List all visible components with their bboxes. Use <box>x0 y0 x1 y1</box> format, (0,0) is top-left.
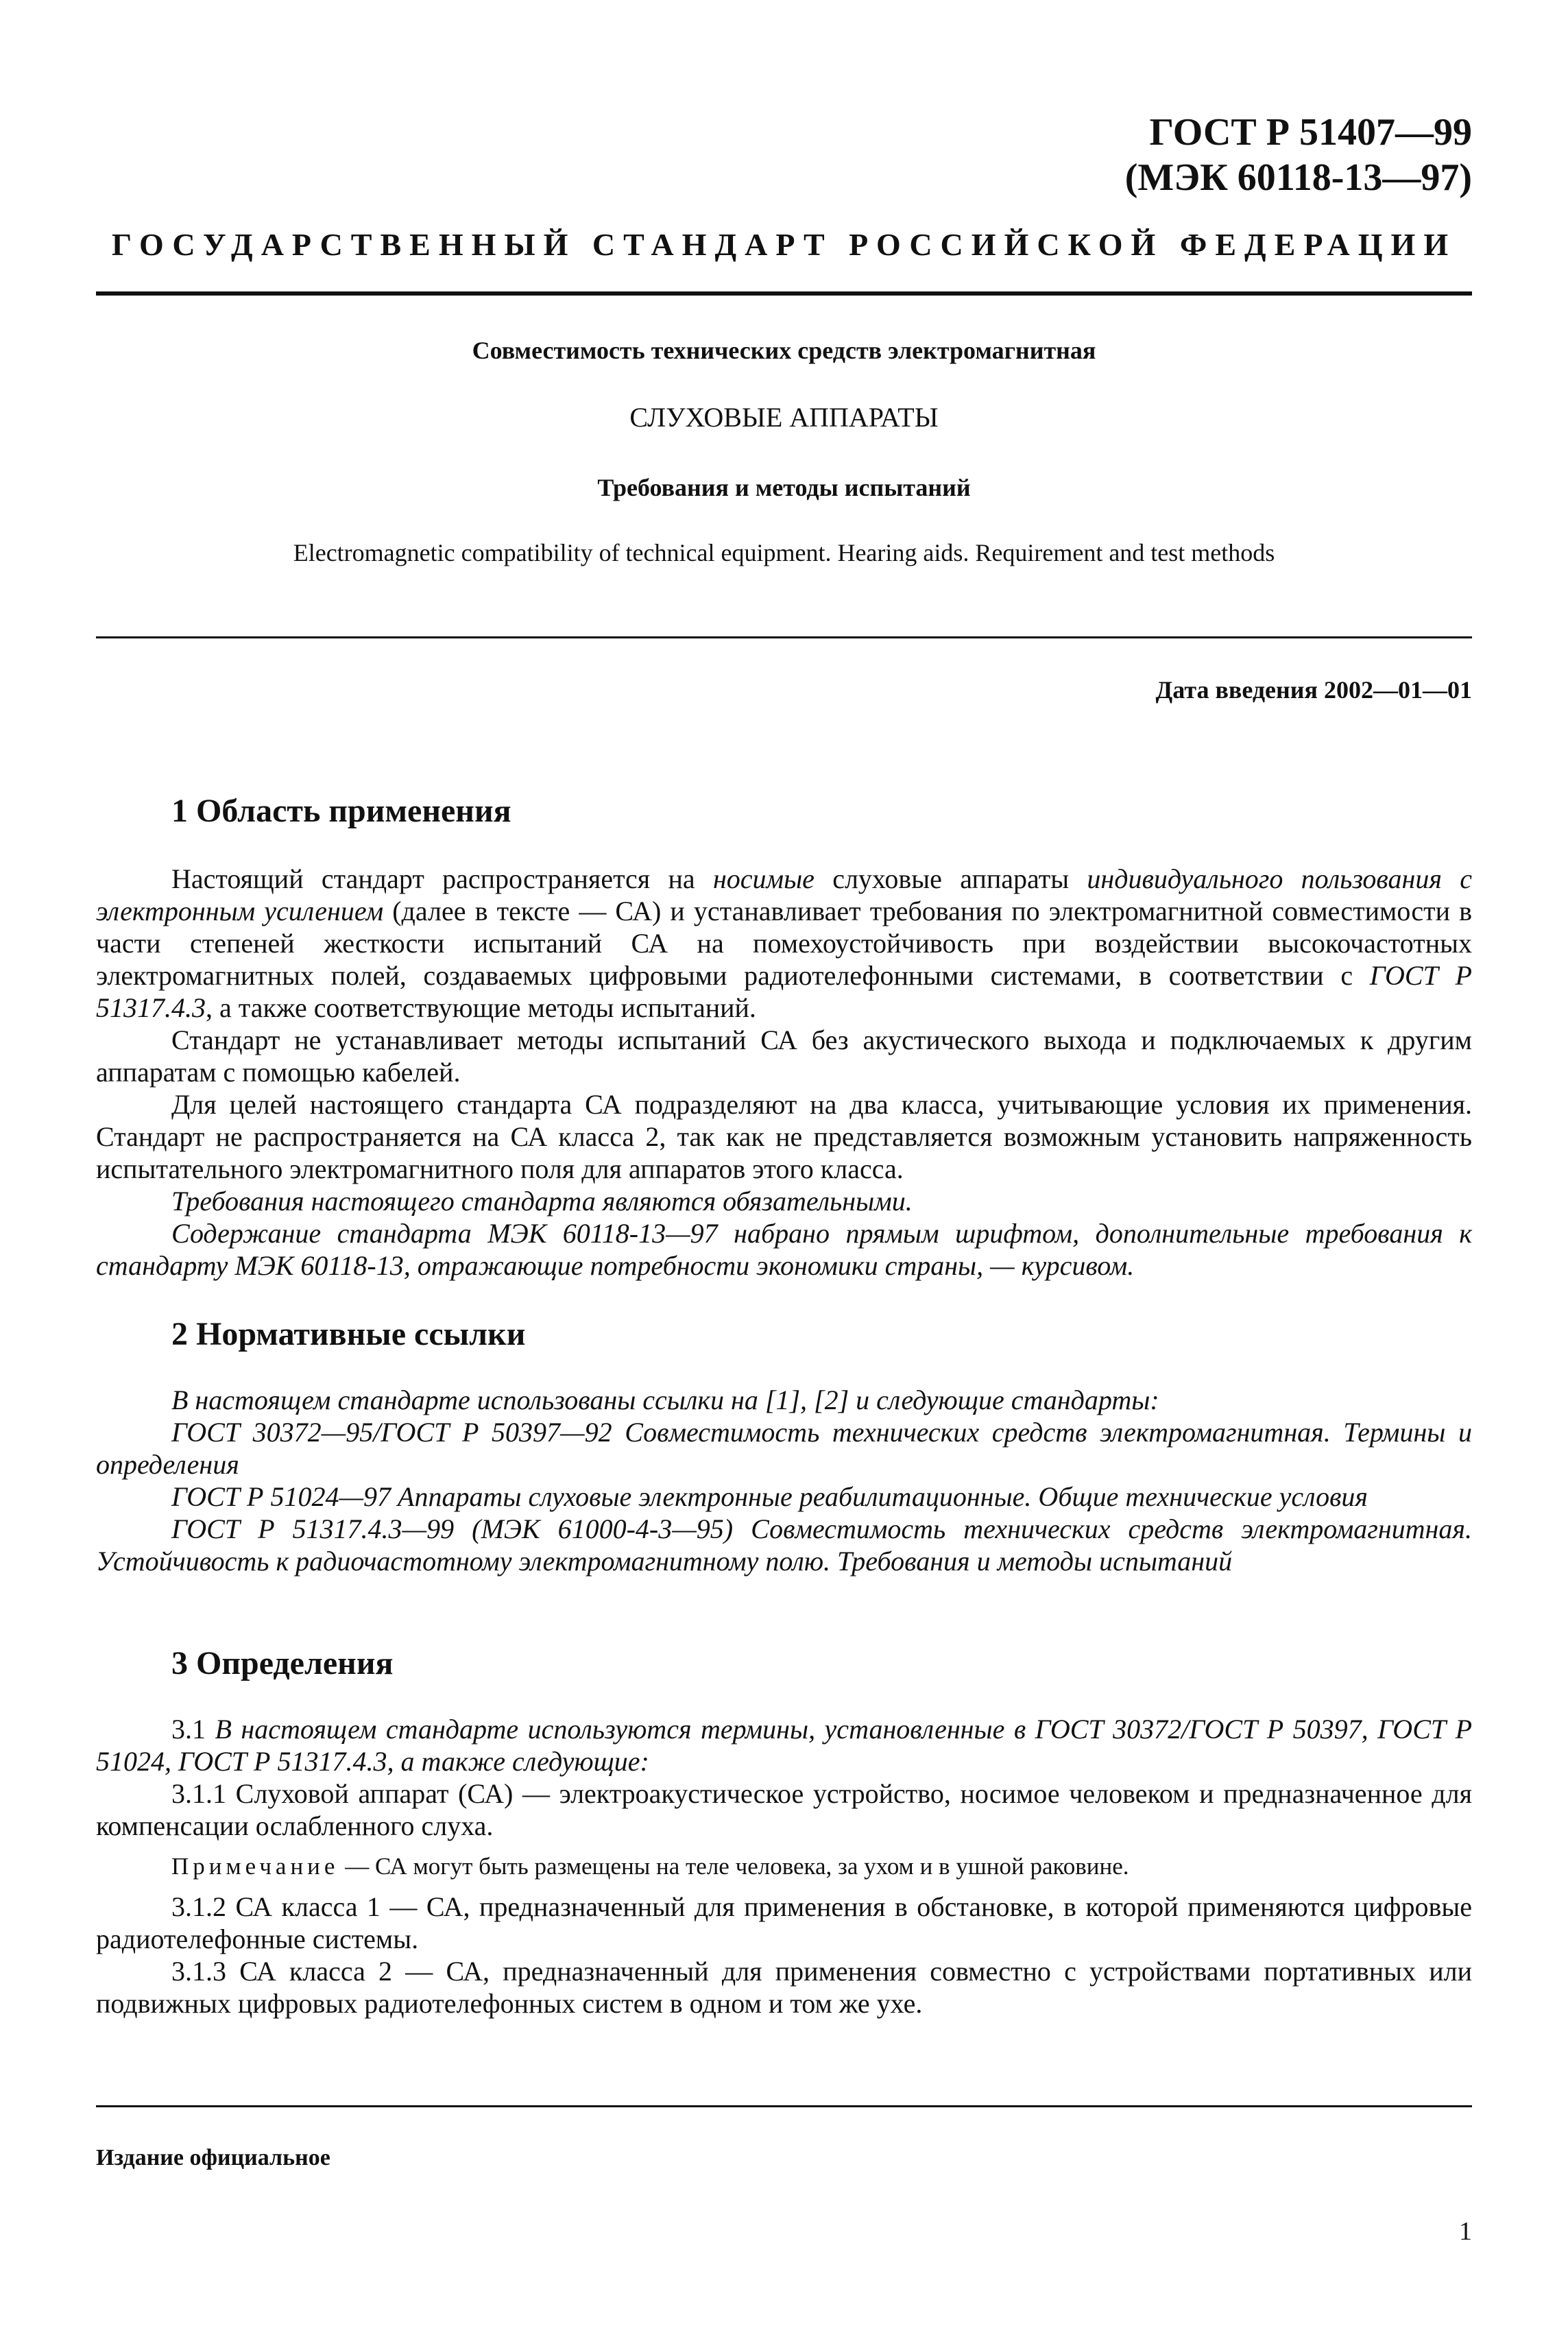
header-divider <box>96 291 1472 296</box>
title-main: СЛУХОВЫЕ АППАРАТЫ <box>629 402 939 433</box>
title-requirements: Требования и методы испытаний <box>597 474 971 501</box>
text-run: , а также соответствующие методы испытаний. <box>206 992 756 1023</box>
iec-code: (МЭК 60118-13—97) <box>1124 156 1472 199</box>
section-1-paragraph-1 <box>96 863 1472 1024</box>
section-1-paragraph-4 <box>96 1185 1472 1217</box>
note-label: Примечание <box>171 1853 339 1880</box>
text-run: 3.1 <box>171 1714 215 1745</box>
text-run: слуховые аппараты <box>814 863 1087 894</box>
footer-divider <box>96 2105 1472 2107</box>
edition-label: Издание официальное <box>96 2145 330 2170</box>
text-run-italic: В настоящем стандарте используются термины, установленные в ГОСТ 30372/ГОСТ Р 50397, ГОСТ Р 51024, ГОСТ Р 51317.4.3, а также следующие: <box>96 1714 1473 1777</box>
section-2-reference-1 <box>96 1416 1472 1481</box>
section-2-reference-2 <box>96 1481 1472 1513</box>
section-1-paragraph-3: Для целей настоящего стандарта СА подразделяют на два класса, учитывающие условия их применения. Стандарт не распространяется на СА класса 2, так как не представляется возможным установить напряженность испытательного электромагнитного поля для аппаратов этого класса. <box>96 1089 1472 1184</box>
definition-3-1-3: 3.1.3 СА класса 2 — СА, предназначенный для применения совместно с устройствами портативных или подвижных цифровых радиотелефонных систем в одном и том же ухе. <box>96 1956 1472 2019</box>
text-run-italic: ГОСТ Р 51024—97 Аппараты слуховые электронные реабилитационные. Общие технические условия <box>171 1481 1368 1512</box>
section-3-body <box>96 1713 1472 2020</box>
section-1-paragraph-5 <box>96 1217 1472 1282</box>
page-number: 1 <box>1459 2217 1472 2246</box>
note-text: — СА могут быть размещены на теле человека, за ухом и в ушной раковине. <box>339 1853 1129 1880</box>
definition-3-1-2: 3.1.2 СА класса 1 — СА, предназначенный для применения в обстановке, в которой применяются цифровые радиотелефонные системы. <box>96 1891 1472 1954</box>
definition-3-1-1: 3.1.1 Слуховой аппарат (СА) — электроакустическое устройство, носимое человеком и предназначенное для компенсации ослабленного слуха. <box>96 1778 1472 1841</box>
section-1-paragraph-2: Стандарт не устанавливает методы испытаний СА без акустического выхода и подключаемых к другим аппаратам с помощью кабелей. <box>96 1025 1472 1088</box>
title-english: Electromagnetic compatibility of technical equipment. Hearing aids. Requirement and test methods <box>293 539 1275 566</box>
title-divider <box>96 636 1472 638</box>
text-run-italic: ГОСТ Р 51317.4.3 <box>96 960 1472 1023</box>
text-run: (далее в тексте — СА) и устанавливает требования по электромагнитной совместимости в части степеней жесткости испытаний СА на помехоустойчивость при воздействии высокочастотных электромагнитных полей, создаваемых цифровыми радиотелефонными системами, в соответствии с <box>96 896 1472 991</box>
state-standard-heading: ГОСУДАРСТВЕННЫЙ СТАНДАРТ РОССИЙСКОЙ ФЕДЕРАЦИИ <box>111 227 1457 262</box>
gost-code: ГОСТ Р 51407—99 <box>1149 111 1472 154</box>
text-run: Настоящий стандарт распространяется на <box>171 863 713 894</box>
text-run-italic: Содержание стандарта МЭК 60118-13—97 набрано прямым шрифтом, дополнительные требования к стандарту МЭК 60118-13, отражающие потребности экономики страны, — курсивом. <box>96 1218 1472 1281</box>
definition-note <box>96 1850 1472 1882</box>
introduction-date: Дата введения 2002—01—01 <box>1155 676 1472 704</box>
text-run-italic: индивидуального пользования с электронным усилением <box>96 863 1472 926</box>
section-2-paragraph-1 <box>96 1384 1472 1416</box>
section-1-body <box>96 863 1472 1282</box>
definition-3-1 <box>96 1713 1472 1777</box>
standard-code-block <box>1125 110 1472 200</box>
section-2-heading: 2 Нормативные ссылки <box>171 1316 526 1352</box>
title-compatibility: Совместимость технических средств электромагнитная <box>472 337 1096 364</box>
text-run-italic: Требования настоящего стандарта являются обязательными. <box>171 1186 913 1217</box>
text-run-italic: носимые <box>712 863 815 894</box>
text-run-italic: В настоящем стандарте использованы ссылки на [1], [2] и следующие стандарты: <box>171 1385 1159 1415</box>
text-run-italic: ГОСТ 30372—95/ГОСТ Р 50397—92 Совместимость технических средств электромагнитная. Термины и определения <box>96 1417 1472 1480</box>
text-run-italic: ГОСТ Р 51317.4.3—99 (МЭК 61000-4-3—95) Совместимость технических средств электромагнитная. Устойчивость к радиочастотному электромагнитному полю. Требования и методы испытаний <box>96 1513 1472 1577</box>
section-2-body <box>96 1384 1472 1577</box>
section-3-heading: 3 Определения <box>171 1645 394 1681</box>
section-1-heading: 1 Область применения <box>171 793 511 829</box>
section-2-reference-3 <box>96 1513 1472 1577</box>
